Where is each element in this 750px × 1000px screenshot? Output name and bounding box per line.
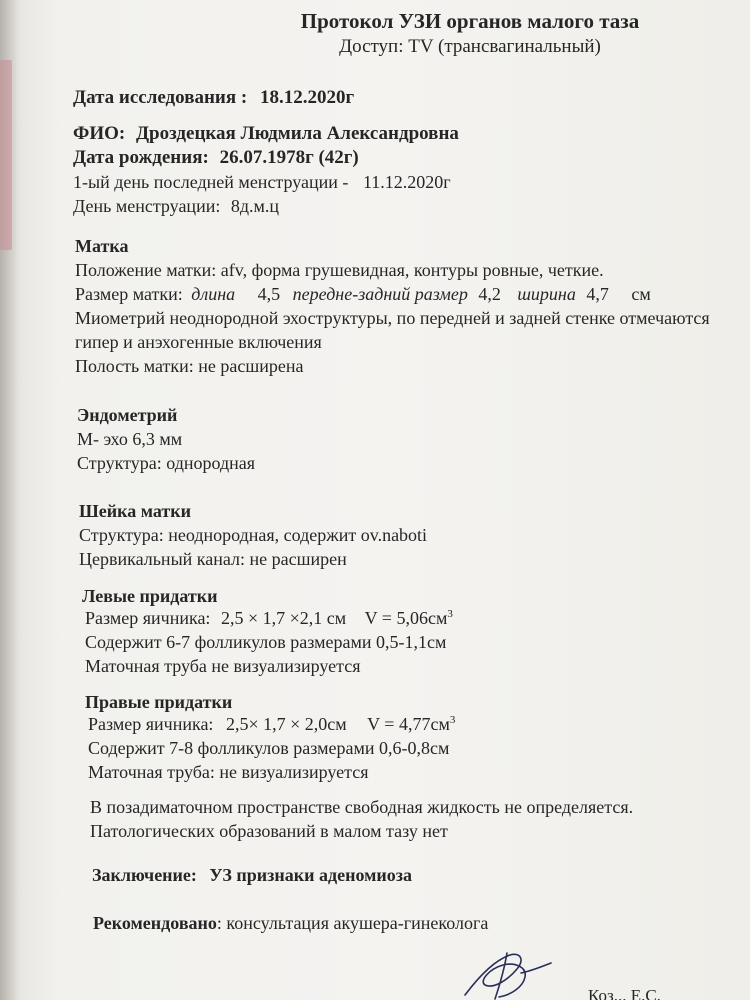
conclusion-label: Заключение: [92, 865, 197, 885]
conclusion-row [92, 864, 412, 886]
uterus-position: Положение матки: afv, форма грушевидная, контуры ровные, четкие. [75, 260, 604, 280]
page-title: Протокол УЗИ органов малого таза [300, 9, 640, 33]
doctor-name-partial: Коз... Е.С. [588, 986, 661, 1000]
conclusion-text: УЗ признаки аденомиоза [209, 865, 412, 885]
left-ovary-size-row [85, 607, 453, 629]
dob-value: 26.07.1978г (42г) [219, 147, 359, 168]
left-follicles: Содержит 6-7 фолликулов размерами 0,5-1,1см [85, 632, 447, 652]
study-date-row [73, 87, 354, 109]
recommendation-label: Рекомендовано [93, 913, 217, 933]
right-ovary-size-value: 2,5× 1,7 × 2,0см [225, 714, 347, 734]
fio-value: Дроздецкая Людмила Александровна [135, 123, 459, 144]
uterus-heading: Матка [75, 236, 129, 256]
right-ovary-size-label: Размер яичника: [88, 714, 214, 734]
uterus-unit: см [631, 284, 651, 304]
lmp-value: 11.12.2020г [362, 172, 451, 192]
pathology-note: Патологических образований в малом тазу нет [90, 821, 448, 841]
uterus-size-label: Размер матки: [75, 284, 183, 304]
uterus-width-value: 4,7 [586, 284, 609, 304]
dob-label: Дата рождения: [73, 147, 209, 168]
left-ovary-volume: V = 5,06см [364, 608, 448, 628]
free-fluid-note: В позадиматочном пространстве свободная жидкость не определяется. [90, 797, 634, 817]
edge-stain [0, 60, 12, 250]
recommendation-text: : консультация акушера-гинеколога [216, 913, 489, 933]
dob-row [73, 147, 359, 169]
uterus-length-label: длина [191, 284, 236, 304]
left-ovary-volume-exponent: 3 [447, 608, 453, 620]
endometrium-structure: Структура: однородная [77, 453, 256, 473]
right-tube: Маточная труба: не визуализируется [88, 762, 369, 782]
uterus-length-value: 4,5 [257, 284, 281, 304]
doctor-signature [455, 945, 555, 1000]
left-ovary-size-value: 2,5 × 1,7 ×2,1 см [220, 608, 347, 628]
uterus-width-label: ширина [517, 284, 576, 304]
fio-row [73, 123, 459, 145]
recommendation-row [93, 912, 488, 934]
uterus-ap-value: 4,2 [478, 284, 501, 304]
right-follicles: Содержит 7-8 фолликулов размерами 0,6-0,8см [88, 738, 450, 758]
uterus-size-row [75, 283, 651, 305]
cycle-day-row [73, 195, 279, 217]
cervix-structure: Структура: неоднородная, содержит ov.naboti [79, 525, 428, 545]
uterus-ap-label: передне-задний размер [292, 284, 468, 304]
fio-label: ФИО: [73, 123, 126, 144]
myometrium-line-1: Миометрий неоднородной эхоструктуры, по передней и задней стенке отмечаются [75, 308, 710, 328]
cycle-day-value: 8д.м.ц [230, 196, 280, 216]
right-ovary-volume: V = 4,77см [367, 714, 450, 734]
right-ovary-size-row [88, 713, 455, 735]
left-tube: Маточная труба не визуализируется [85, 656, 361, 676]
right-adnexa-heading: Правые придатки [85, 692, 233, 712]
m-echo: М- эхо 6,3 мм [77, 429, 183, 449]
cervical-canal: Цервикальный канал: не расширен [79, 549, 347, 569]
study-date-label: Дата исследования : [73, 87, 248, 108]
lmp-label: 1-ый день последней менструации - [73, 172, 349, 192]
endometrium-heading: Эндометрий [77, 405, 178, 425]
myometrium-line-2: гипер и анэхогенные включения [75, 332, 322, 352]
left-ovary-size-label: Размер яичника: [85, 608, 211, 628]
cervix-heading: Шейка матки [79, 501, 191, 521]
study-date-value: 18.12.2020г [259, 87, 355, 108]
cycle-day-label: День менструации: [73, 196, 221, 216]
lmp-row [73, 171, 451, 193]
uterine-cavity: Полость матки: не расширена [75, 356, 304, 376]
left-adnexa-heading: Левые придатки [82, 586, 218, 606]
right-ovary-volume-exponent: 3 [449, 714, 456, 726]
access-line: Доступ: TV (трансвагинальный) [339, 36, 601, 57]
